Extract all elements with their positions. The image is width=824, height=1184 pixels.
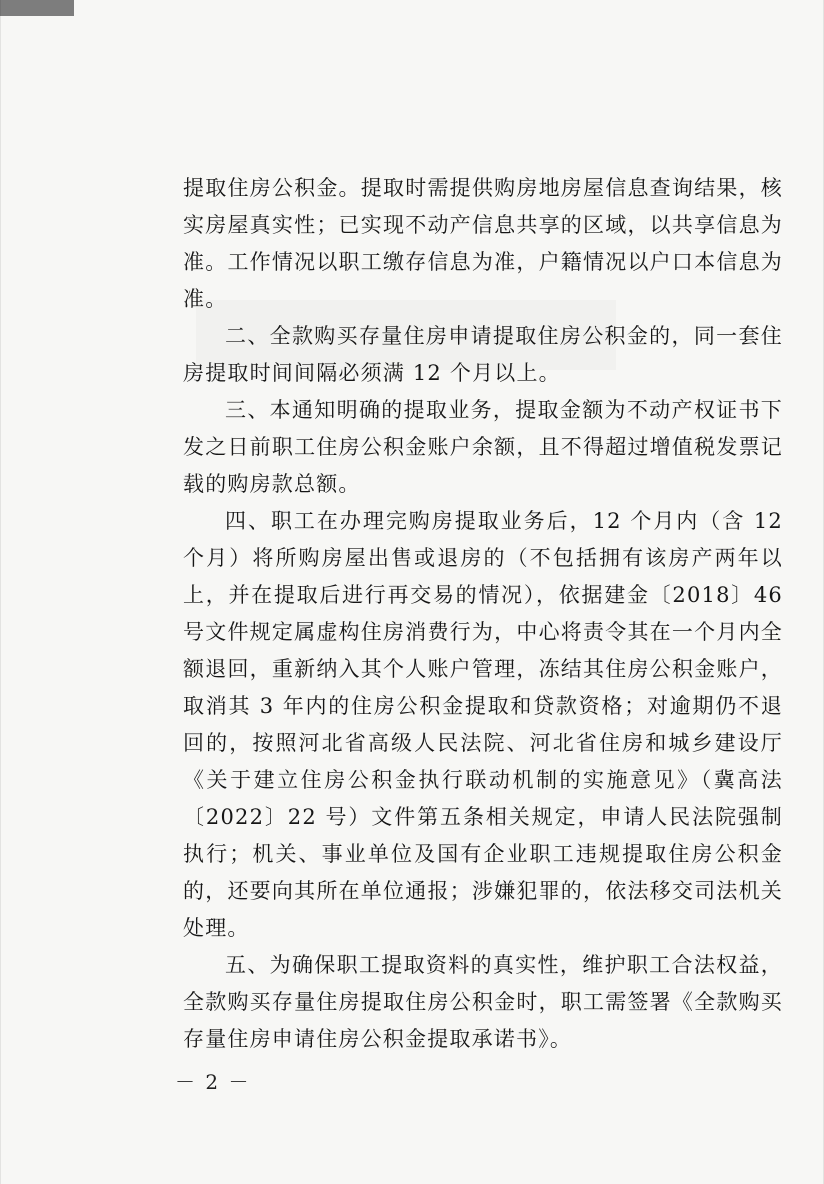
scan-corner-mark xyxy=(0,0,74,16)
document-body xyxy=(183,170,783,1058)
paragraph-item-four: 四、职工在办理完购房提取业务后，12 个月内（含 12 个月）将所购房屋出售或退房的（不包括拥有该房产两年以上，并在提取后进行再交易的情况），依据建金〔2018〕46 号文件规定属虚构住房消费行为，中心将责令其在一个月内全额退回，重新纳入其个人账户管理，冻结其住房公积金账户，取消其 3 年内的住房公积金提取和贷款资格；对逾期仍不退回的，按照河北省高级人民法院、河北省住房和城乡建设厅《关于建立住房公积金执行联动机制的实施意见》（冀高法〔2022〕22 号）文件第五条相关规定，申请人民法院强制执行；机关、事业单位及国有企业职工违规提取住房公积金的，还要向其所在单位通报；涉嫌犯罪的，依法移交司法机关处理。 xyxy=(183,509,783,940)
paragraph-item-five: 五、为确保职工提取资料的真实性，维护职工合法权益，全款购买存量住房提取住房公积金时，职工需签署《全款购买存量住房申请住房公积金提取承诺书》。 xyxy=(183,953,783,1051)
page-number: － 2 － xyxy=(175,1070,251,1094)
paragraph-continuation: 提取住房公积金。提取时需提供购房地房屋信息查询结果，核实房屋真实性；已实现不动产信息共享的区域，以共享信息为准。工作情况以职工缴存信息为准，户籍情况以户口本信息为准。 xyxy=(183,176,783,311)
left-scan-edge xyxy=(0,0,1,1184)
paragraph-item-two: 二、全款购买存量住房申请提取住房公积金的，同一套住房提取时间间隔必须满 12 个月以上。 xyxy=(183,324,783,385)
paragraph-item-three: 三、本通知明确的提取业务，提取金额为不动产权证书下发之日前职工住房公积金账户余额，且不得超过增值税发票记载的购房款总额。 xyxy=(183,398,783,496)
